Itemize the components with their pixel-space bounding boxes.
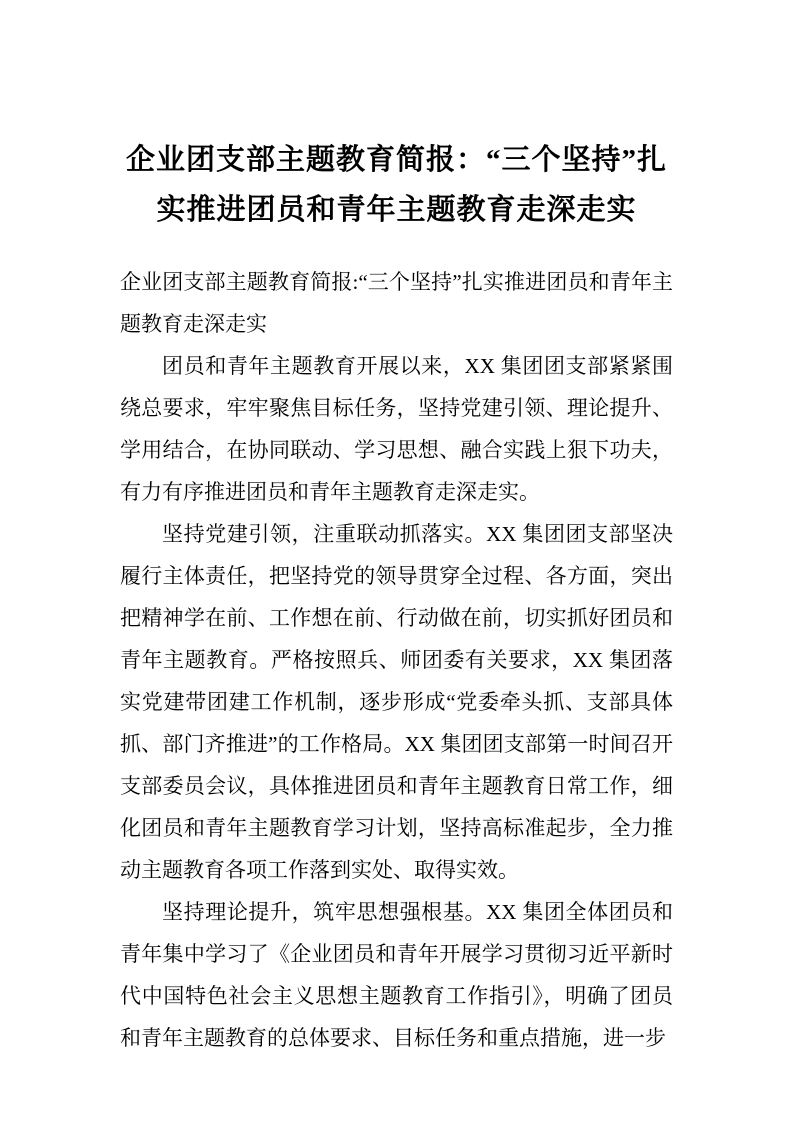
title-line-2: 实推进团员和青年主题教育走深走实 bbox=[156, 194, 637, 227]
paragraph-summary-line: 企业团支部主题教育简报:“三个坚持”扎实推进团员和青年主题教育走深走实 bbox=[120, 270, 673, 337]
paragraph-intro: 团员和青年主题教育开展以来，XX 集团团支部紧紧围绕总要求，牢牢聚焦目标任务，坚持党建引领、理论提升、学用结合，在协同联动、学习思想、融合实践上狠下功夫，有力有序推进团员和青年主题教育走深走实。 bbox=[120, 354, 673, 505]
title-line-1: 企业团支部主题教育简报：“三个坚持”扎 bbox=[125, 144, 667, 177]
document-title bbox=[120, 135, 673, 235]
document-body bbox=[120, 261, 673, 1059]
paragraph-party-leadership: 坚持党建引领，注重联动抓落实。XX 集团团支部坚决履行主体责任，把坚持党的领导贯穿全过程、各方面，突出把精神学在前、工作想在前、行动做在前，切实抓好团员和青年主题教育。严格按照兵、师团委有关要求，XX 集团落实党建带团建工作机制，逐步形成“党委牵头抓、支部具体抓、部门齐推进”的工作格局。XX 集团团支部第一时间召开支部委员会议，具体推进团员和青年主题教育日常工作，细化团员和青年主题教育学习计划，坚持高标准起步，全力推动主题教育各项工作落到实处、取得实效。 bbox=[120, 522, 673, 883]
paragraph-theory-improvement: 坚持理论提升，筑牢思想强根基。XX 集团全体团员和青年集中学习了《企业团员和青年开展学习贯彻习近平新时代中国特色社会主义思想主题教育工作指引》，明确了团员和青年主题教育的总体要求、目标任务和重点措施，进一步 bbox=[120, 900, 673, 1051]
